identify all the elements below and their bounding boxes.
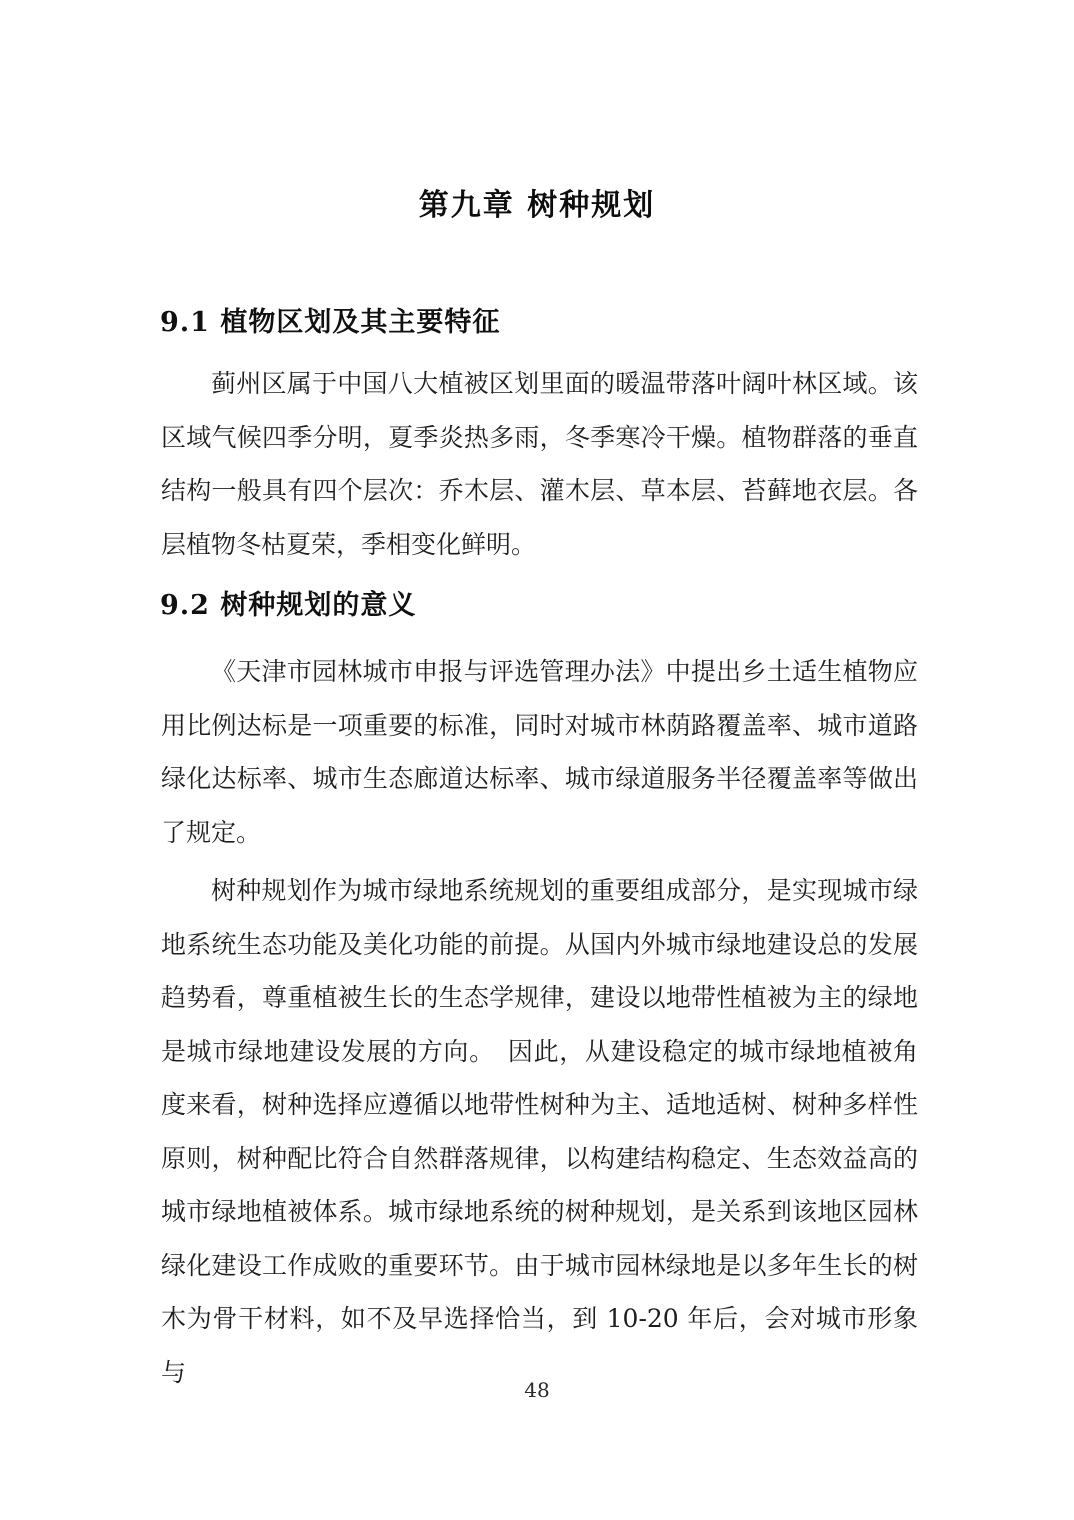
section-9-1-paragraph: 蓟州区属于中国八大植被区划里面的暖温带落叶阔叶林区域。该区域气候四季分明，夏季炎热多雨，冬季寒冷干燥。植物群落的垂直结构一般具有四个层次：乔木层、灌木层、草本层、苔藓地衣层。各层植物冬枯夏荣，季相变化鲜明。: [161, 369, 918, 559]
section-9-2-paragraph-1: 《天津市园林城市申报与评选管理办法》中提出乡土适生植物应用比例达标是一项重要的标准，同时对城市林荫路覆盖率、城市道路绿化达标率、城市生态廊道达标率、城市绿道服务半径覆盖率等做出了规定。: [161, 657, 918, 847]
section-9-2-paragraph-2: 树种规划作为城市绿地系统规划的重要组成部分，是实现城市绿地系统生态功能及美化功能的前提。从国内外城市绿地建设总的发展趋势看，尊重植被生长的生态学规律，建设以地带性植被为主的绿地是城市绿地建设发展的方向。 因此，从建设稳定的城市绿地植被角度来看，树种选择应遵循以地带性树种为主、适地适树、树种多样性原则，树种配比符合自然群落规律，以构建结构稳定、生态效益高的城市绿地植被体系。城市绿地系统的树种规划，是关系到该地区园林绿化建设工作成败的重要环节。由于城市园林绿地是以多年生长的树木为骨干材料，如不及早选择恰当，到 10-20 年后，会对城市形象与: [161, 876, 918, 1387]
section-heading-9-2: 9.2 树种规划的意义: [160, 590, 417, 621]
page-number: 48: [524, 1378, 550, 1402]
chapter-title: 第九章 树种规划: [418, 188, 656, 223]
section-heading-9-1: 9.1 植物区划及其主要特征: [160, 307, 501, 338]
